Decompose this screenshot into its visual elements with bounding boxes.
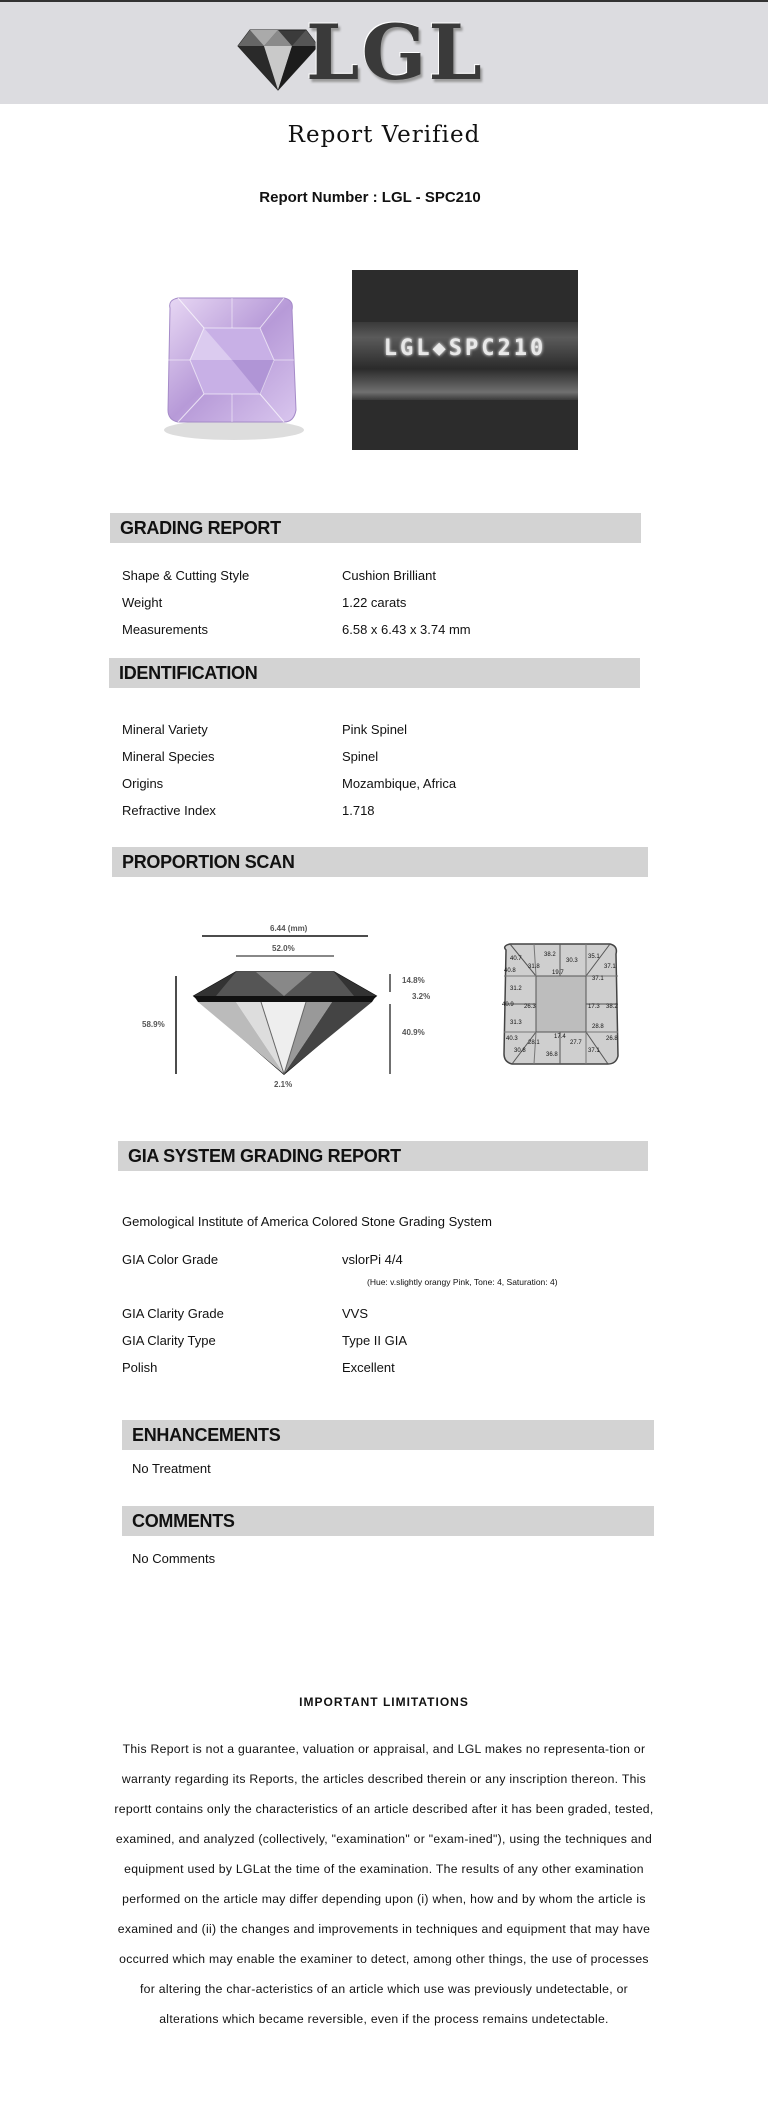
row-label: Mineral Variety [122,722,208,737]
row-value: 1.22 carats [342,595,407,610]
crown-percent: 14.8% [402,976,425,985]
girdle-percent: 3.2% [412,992,431,1001]
gia-system-text: Gemological Institute of America Colored Stone Grading System [122,1214,492,1229]
top-view-value: 31.2 [510,986,522,992]
top-view-value: 30.3 [566,958,578,964]
row-value: Pink Spinel [342,722,408,737]
profile-diagram [116,906,454,1116]
lgl-logo[interactable] [232,8,492,98]
page-title: Report Verified [287,122,481,148]
top-view-value: 19.7 [552,970,564,976]
row-label: Origins [122,776,164,791]
row-label: Shape & Cutting Style [122,568,250,583]
top-view-value: 40.7 [510,956,522,962]
top-view-diagram [476,906,644,1116]
top-view-value: 27.7 [570,1040,582,1046]
limitations-heading: IMPORTANT LIMITATIONS [299,1695,469,1709]
row-label: Mineral Species [122,749,215,764]
row-value: Excellent [342,1360,395,1375]
top-view-value: 38.2 [544,952,556,958]
top-view-value: 35.1 [588,954,600,960]
top-view-value: 30.8 [514,1048,526,1054]
row-label: Polish [122,1360,158,1375]
top-view-value: 37.1 [604,964,616,970]
table-percent: 52.0% [272,944,295,953]
row-value: 1.718 [342,803,375,818]
identification-heading: IDENTIFICATION [109,658,640,688]
top-view-value: 36.8 [546,1052,558,1058]
top-view-value: 38.2 [606,1004,618,1010]
depth-percent: 58.9% [142,1020,165,1029]
row-label: Refractive Index [122,803,216,818]
enhancements-value: No Treatment [132,1461,211,1476]
row-value: VVS [342,1306,369,1321]
top-view-value: 40.3 [506,1036,518,1042]
logo-text: LGL [306,8,484,97]
row-value: 6.58 x 6.43 x 3.74 mm [342,622,471,637]
gem-photo [134,270,326,462]
top-view-value: 37.1 [592,976,604,982]
row-value: Cushion Brilliant [342,568,436,583]
row-label: GIA Clarity Grade [122,1306,224,1321]
top-view-value: 17.4 [554,1034,566,1040]
row-value: Type II GIA [342,1333,408,1348]
comments-heading: COMMENTS [122,1506,654,1536]
pavilion-percent: 40.9% [402,1028,425,1037]
limitations-text: This Report is not a guarantee, valuation or appraisal, and LGL makes no representa-tion or warranty regarding its Reports, the articles described therein or any inscription thereon. This reportt contains only the characteristics of an article described after it has been graded, tested, examined, and analyzed (collectively, "examination" or "exam-ined"), using the techniques and equipment used by LGLat the time of the examination. The results of any other examination performed on the article may differ depending upon (i) when, how and by whom the article is examined and (ii) the changes and improvements in techniques and equipment that may have occurred which may enable the examiner to detect, among other things, the use of processes for altering the char-acteristics of an article which use was previously undetectable, or alterations which became reversible, even if the process remains undetectable. [114,1742,654,2026]
top-view-value: 26.3 [524,1004,536,1010]
inscription-text: LGL◆SPC210 [383,336,547,361]
top-view-value: 31.8 [528,964,540,970]
top-view-value: 28.8 [592,1024,604,1030]
top-view-value: 37.1 [588,1048,600,1054]
top-view-value: 31.3 [510,1020,522,1026]
proportion-scan-heading: PROPORTION SCAN [112,847,648,877]
width-label: 6.44 (mm) [270,924,308,933]
top-view-value: 40.9 [502,1002,514,1008]
gia-heading: GIA SYSTEM GRADING REPORT [118,1141,648,1171]
laser-inscription-photo [352,270,578,450]
top-view-value: 28.1 [528,1040,540,1046]
comments-value: No Comments [132,1551,216,1566]
row-value: Mozambique, Africa [342,776,457,791]
row-label: GIA Clarity Type [122,1333,216,1348]
top-view-value: 26.8 [606,1036,618,1042]
grading-report-heading: GRADING REPORT [110,513,641,543]
report-number: Report Number : LGL - SPC210 [259,189,481,206]
enhancements-heading: ENHANCEMENTS [122,1420,654,1450]
header-banner [0,2,768,104]
top-view-value: 17.3 [588,1004,600,1010]
row-label: Weight [122,595,163,610]
top-view-value: 40.8 [504,968,516,974]
row-value: vslorPi 4/4 [342,1252,403,1267]
culet-percent: 2.1% [274,1080,293,1089]
row-label: Measurements [122,622,208,637]
row-value: Spinel [342,749,379,764]
color-grade-note: (Hue: v.slightly orangy Pink, Tone: 4, Saturation: 4) [367,1277,558,1287]
row-label: GIA Color Grade [122,1252,219,1267]
